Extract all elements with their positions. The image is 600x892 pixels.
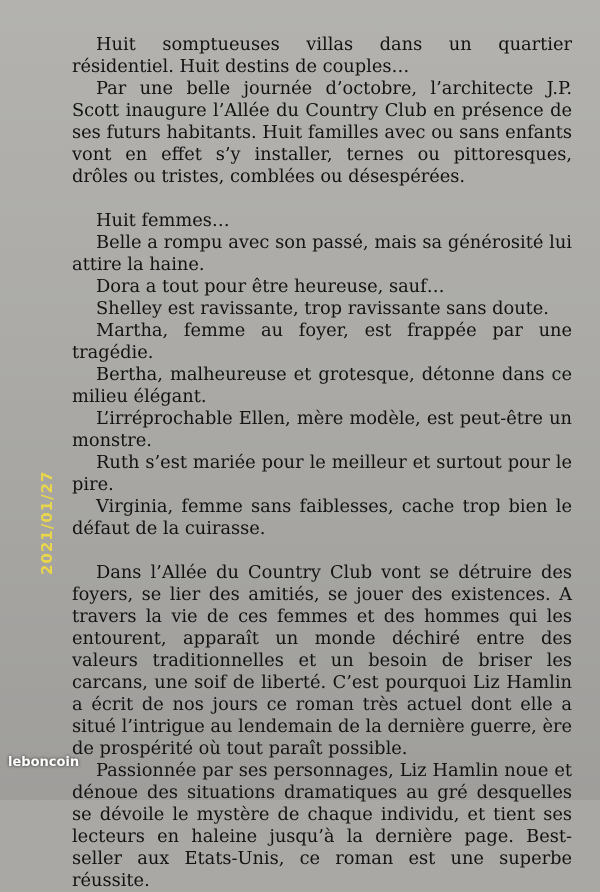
paragraph-women-1: Huit femmes… [96, 210, 230, 231]
paragraph-women-4: Shelley est ravissante, trop ravissante sans doute. [96, 298, 549, 319]
date-stamp: 2021/01/27 [38, 470, 56, 575]
paragraph-women-2: Belle a rompu avec son passé, mais sa générosité lui attire la haine. [72, 232, 572, 275]
paragraph-summary-2: Passionnée par ses personnages, Liz Hamlin noue et dénoue des situations dramatiques au gré desquelles se dévoile le mystère de chaque individu, et tient ses lecteurs en haleine jusqu’à la dernière page. Best-seller aux Etats-Unis, ce roman est une superbe réussite. [72, 760, 572, 891]
blurb-text [72, 34, 572, 892]
paragraph-intro-2: Par une belle journée d’octobre, l’architecte J.P. Scott inaugure l’Allée du Country Club en présence de ses futurs habitants. Huit familles avec ou sans enfants vont en effet s’y installer, ternes ou pittoresques, drôles ou tristes, comblées ou désespérées. [72, 78, 572, 187]
paragraph-gap [72, 188, 572, 210]
paragraph-women-7: L’irréprochable Ellen, mère modèle, est peut-être un monstre. [72, 408, 572, 451]
paragraph-intro-1: Huit somptueuses villas dans un quartier résidentiel. Huit destins de couples… [72, 34, 572, 77]
leboncoin-watermark-logo: leboncoin [8, 755, 80, 770]
paragraph-women-9: Virginia, femme sans faiblesses, cache trop bien le défaut de la cuirasse. [72, 496, 572, 539]
paragraph-gap [72, 540, 572, 562]
paragraph-women-6: Bertha, malheureuse et grotesque, détonne dans ce milieu élégant. [72, 364, 572, 407]
paragraph-women-8: Ruth s’est mariée pour le meilleur et surtout pour le pire. [72, 452, 572, 495]
paragraph-summary-1: Dans l’Allée du Country Club vont se détruire des foyers, se lier des amitiés, se jouer des existences. A travers la vie de ces femmes et des hommes qui les entourent, apparaît un monde déchiré entre des valeurs traditionnelles et un besoin de briser les carcans, une soif de liberté. C’est pourquoi Liz Hamlin a écrit de nos jours ce roman très actuel dont elle a situé l’intrigue au lendemain de la dernière guerre, ère de prospérité où tout paraît possible. [72, 562, 572, 759]
paragraph-women-5: Martha, femme au foyer, est frappée par une tragédie. [72, 320, 572, 363]
paragraph-women-3: Dora a tout pour être heureuse, sauf… [96, 276, 445, 297]
